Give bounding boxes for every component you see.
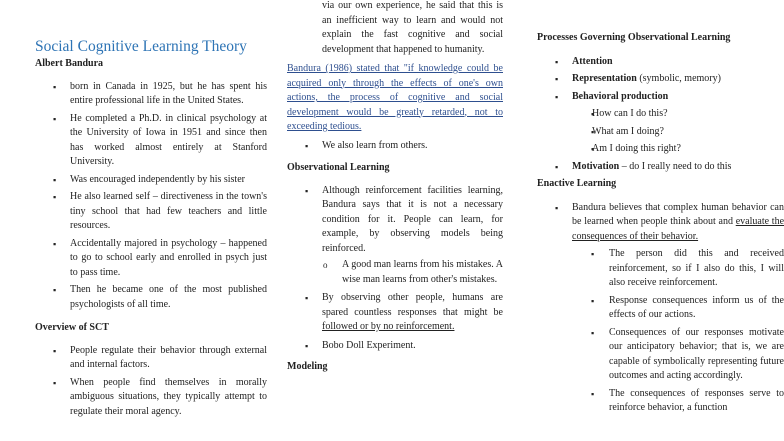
list-item bbox=[537, 90, 784, 105]
column-right bbox=[537, 0, 784, 416]
overview-heading: Overview of SCT bbox=[35, 322, 109, 333]
sub-list-item: ▪ How can I do this? bbox=[537, 107, 784, 122]
behavioral-label: Behavioral production bbox=[572, 90, 669, 102]
representation-label: Representation bbox=[572, 73, 637, 84]
item-text: Bandura believes that complex human behavior can be learned when people think about and bbox=[572, 201, 784, 227]
list-item: ▪ People regulate their behavior through external and internal factors. bbox=[35, 344, 267, 373]
list-item bbox=[537, 201, 784, 245]
item-text: By observing other people, humans are spared countless responses that might be bbox=[322, 292, 503, 318]
author-name: Albert Bandura bbox=[35, 58, 104, 69]
observational-list bbox=[287, 184, 503, 354]
list-item: ▪ born in Canada in 1925, but he has spent his entire professional life in the United States. bbox=[35, 80, 267, 109]
list-item: ▪ He completed a Ph.D. in clinical psychology at the University of Iowa in 1951 and since then has worked almost entirely at Stanford University. bbox=[35, 112, 267, 170]
enactive-heading: Enactive Learning bbox=[537, 178, 617, 189]
list-item: ▪ Then he became one of the most published psychologists of all time. bbox=[35, 283, 267, 312]
enactive-list bbox=[537, 201, 784, 416]
list-item: ▪ Although reinforcement facilities learning, Bandura says that it is not a necessary condition for it. People can learn, for example, by observing models being reinforced. bbox=[287, 184, 503, 257]
processes-list bbox=[537, 55, 784, 175]
column-middle bbox=[287, 0, 503, 375]
list-item bbox=[287, 291, 503, 335]
continued-text: via our own experience, he said that this is an inefficient way to learn and would not explain the fast cognitive and social development that happened to humanity. bbox=[322, 0, 503, 55]
motivation-note: – do I really need to do this bbox=[619, 160, 732, 172]
list-item: ▪ He also learned self – directiveness in the town's tiny school that had few teachers and little resources. bbox=[35, 190, 267, 234]
bandura-quote bbox=[287, 62, 503, 135]
list-item: ▪ Was encouraged independently by his sister bbox=[35, 173, 267, 188]
observational-heading: Observational Learning bbox=[287, 162, 390, 173]
learn-others-list bbox=[287, 139, 503, 154]
list-item: ▪ We also learn from others. bbox=[287, 139, 503, 154]
list-item: ▪ Accidentally majored in psychology – happened to go to school early and enrolled in psych just to pass time. bbox=[35, 237, 267, 281]
column-left bbox=[35, 0, 267, 419]
bio-list bbox=[35, 80, 267, 313]
item-underlined-text: followed or by no reinforcement. bbox=[322, 321, 455, 332]
list-item bbox=[537, 160, 784, 175]
document-title: Social Cognitive Learning Theory bbox=[35, 38, 247, 55]
sub-list-item: ▪ What am I doing? bbox=[537, 125, 784, 140]
sub-list-item: ▪ Consequences of our responses motivate our anticipatory behavior; that is, we are capable of symbolically representing future outcomes and acting accordingly. bbox=[537, 326, 784, 384]
list-item: ▪ When people find themselves in morally ambiguous situations, they typically attempt to regulate their moral agency. bbox=[35, 376, 267, 420]
representation-note: (symbolic, memory) bbox=[636, 73, 721, 84]
sub-list-item: ▪ Am I doing this right? bbox=[537, 142, 784, 157]
item-underlined-text: evaluate the consequences of their behavior. bbox=[572, 216, 784, 242]
quote-text: Bandura (1986) stated that "if knowledge could be acquired only through the effects of one's own actions, the process of cognitive and social development would be greatly retarded, not to exceeding tedious. bbox=[287, 63, 503, 132]
modeling-heading: Modeling bbox=[287, 361, 328, 372]
list-item bbox=[537, 55, 784, 70]
sub-list-item: o A good man learns from his mistakes. A wise man learns from other's mistakes. bbox=[287, 258, 503, 287]
sub-list-item: ▪ Response consequences inform us of the effects of our actions. bbox=[537, 294, 784, 323]
attention-label: Attention bbox=[572, 55, 613, 67]
list-item: ▪ Bobo Doll Experiment. bbox=[287, 339, 503, 354]
list-item bbox=[537, 72, 784, 87]
processes-heading: Processes Governing Observational Learning bbox=[537, 32, 731, 43]
sub-list-item: ▪ The person did this and received reinforcement, so if I also do this, I will also receive reinforcement. bbox=[537, 247, 784, 291]
overview-list bbox=[35, 344, 267, 420]
sub-list-item: ▪ The consequences of responses serve to reinforce behavior, a function bbox=[537, 387, 784, 416]
motivation-label: Motivation bbox=[572, 160, 620, 172]
